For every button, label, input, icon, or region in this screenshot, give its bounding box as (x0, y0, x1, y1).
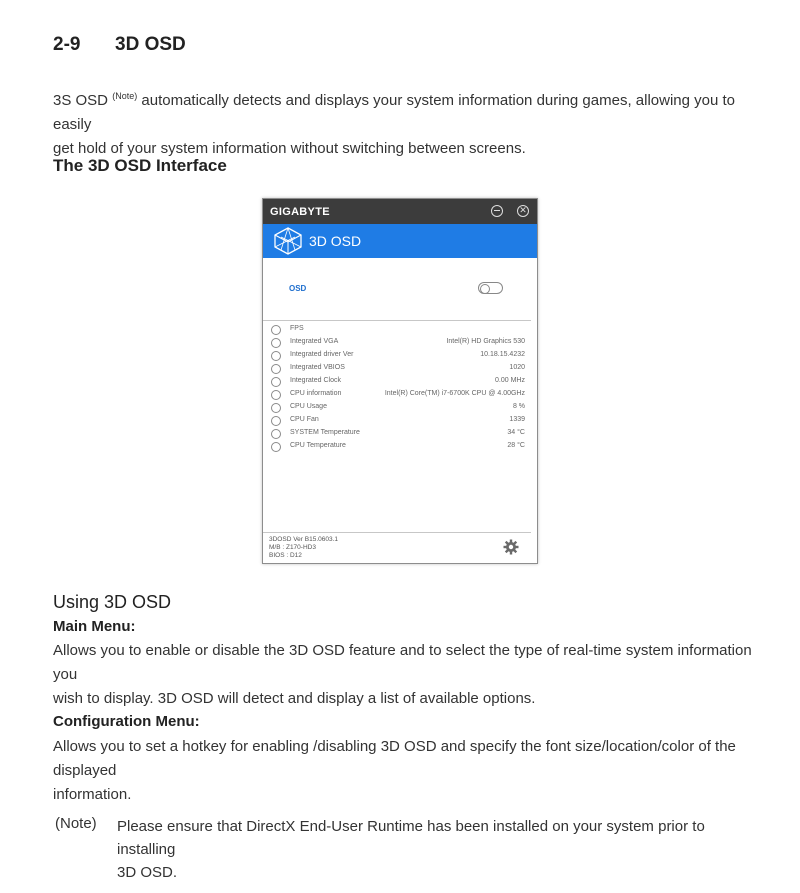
minimize-icon[interactable] (491, 205, 503, 217)
item-label: Integrated Clock (290, 377, 341, 384)
bios-text: BIOS : D12 (269, 552, 302, 559)
app-footer (269, 536, 338, 560)
item-label: CPU Temperature (290, 442, 346, 449)
version-text: 3DOSD Ver B15.0603.1 (269, 536, 339, 543)
using-heading: Using 3D OSD (53, 592, 172, 612)
item-label: CPU information (290, 390, 342, 397)
note-line-1: Please ensure that DirectX End-User Runtime has been installed on your system prior to installing (117, 818, 705, 858)
section-heading (53, 34, 186, 56)
footer-divider (263, 532, 531, 533)
config-menu-line-2: information. (53, 786, 132, 803)
item-label: Integrated driver Ver (290, 351, 354, 358)
note-text (117, 815, 757, 884)
list-item[interactable] (263, 363, 533, 376)
section-number: 2-9 (53, 34, 81, 55)
item-label: Integrated VGA (290, 338, 339, 345)
main-menu-heading: Main Menu: (53, 618, 136, 635)
item-value: 0.00 MHz (495, 377, 525, 384)
note-tag: (Note) (55, 815, 97, 832)
radio-button[interactable] (271, 325, 281, 335)
radio-button[interactable] (271, 390, 281, 400)
app-title: 3D OSD (309, 233, 362, 249)
item-value: 1020 (509, 364, 525, 371)
list-item[interactable] (263, 337, 533, 350)
interface-heading: The 3D OSD Interface (53, 156, 227, 175)
item-value: Intel(R) HD Graphics 530 (446, 338, 525, 345)
item-value: 10.18.15.4232 (480, 351, 525, 358)
radio-button[interactable] (271, 377, 281, 387)
main-menu-line-2: wish to display. 3D OSD will detect and display a list of available options. (53, 690, 536, 707)
item-label: CPU Usage (290, 403, 327, 410)
osd-toggle-row (263, 258, 531, 321)
info-option-list (263, 324, 533, 454)
list-item[interactable] (263, 415, 533, 428)
list-item[interactable] (263, 376, 533, 389)
list-item[interactable] (263, 389, 533, 402)
radio-button[interactable] (271, 351, 281, 361)
item-label: Integrated VBIOS (290, 364, 345, 371)
config-menu-heading: Configuration Menu: (53, 713, 200, 730)
list-item[interactable] (263, 441, 533, 454)
main-menu-paragraph (53, 639, 753, 711)
gear-icon[interactable] (503, 539, 519, 555)
item-value: Intel(R) Core(TM) i7-6700K CPU @ 4.00GHz (384, 390, 525, 397)
item-value: 8 % (512, 403, 525, 410)
intro-note-mark: (Note) (112, 91, 138, 101)
note-line-2: 3D OSD. (117, 864, 178, 881)
config-menu-line-1: Allows you to set a hotkey for enabling /disabling 3D OSD and specify the font size/location/color of the displayed (53, 738, 736, 779)
list-item[interactable] (263, 402, 533, 415)
item-value: 34 °C (507, 429, 525, 436)
item-label: SYSTEM Temperature (290, 429, 360, 436)
radio-button[interactable] (271, 442, 281, 452)
intro-text-1: automatically detects and displays your system information during games, allowing you to easily (53, 92, 736, 133)
config-menu-paragraph (53, 735, 753, 807)
close-icon[interactable]: ✕ (517, 205, 529, 217)
radio-button[interactable] (271, 429, 281, 439)
item-label: CPU Fan (290, 416, 319, 423)
osd-toggle[interactable] (478, 282, 503, 294)
section-title: 3D OSD (115, 34, 186, 55)
intro-line-2: get hold of your system information without switching between screens. (53, 140, 526, 157)
item-value: 1339 (509, 416, 525, 423)
brand-logo: GIGABYTE (270, 205, 330, 218)
app-titlebar (263, 199, 537, 224)
radio-button[interactable] (271, 416, 281, 426)
osd-cube-icon (273, 227, 303, 255)
item-value: 28 °C (507, 442, 525, 449)
radio-button[interactable] (271, 364, 281, 374)
list-item[interactable] (263, 324, 533, 337)
intro-line-1 (53, 84, 753, 137)
list-item[interactable] (263, 428, 533, 441)
radio-button[interactable] (271, 338, 281, 348)
main-menu-line-1: Allows you to enable or disable the 3D OSD feature and to select the type of real-time system information you (53, 642, 752, 683)
osd-app-window (262, 198, 538, 564)
item-label: FPS (290, 325, 304, 332)
radio-button[interactable] (271, 403, 281, 413)
motherboard-text: M/B : Z170-HD3 (269, 544, 316, 551)
intro-lead: 3S OSD (53, 92, 109, 109)
app-banner (263, 224, 537, 258)
osd-label: OSD (289, 284, 307, 293)
list-item[interactable] (263, 350, 533, 363)
intro-paragraph (53, 84, 753, 161)
